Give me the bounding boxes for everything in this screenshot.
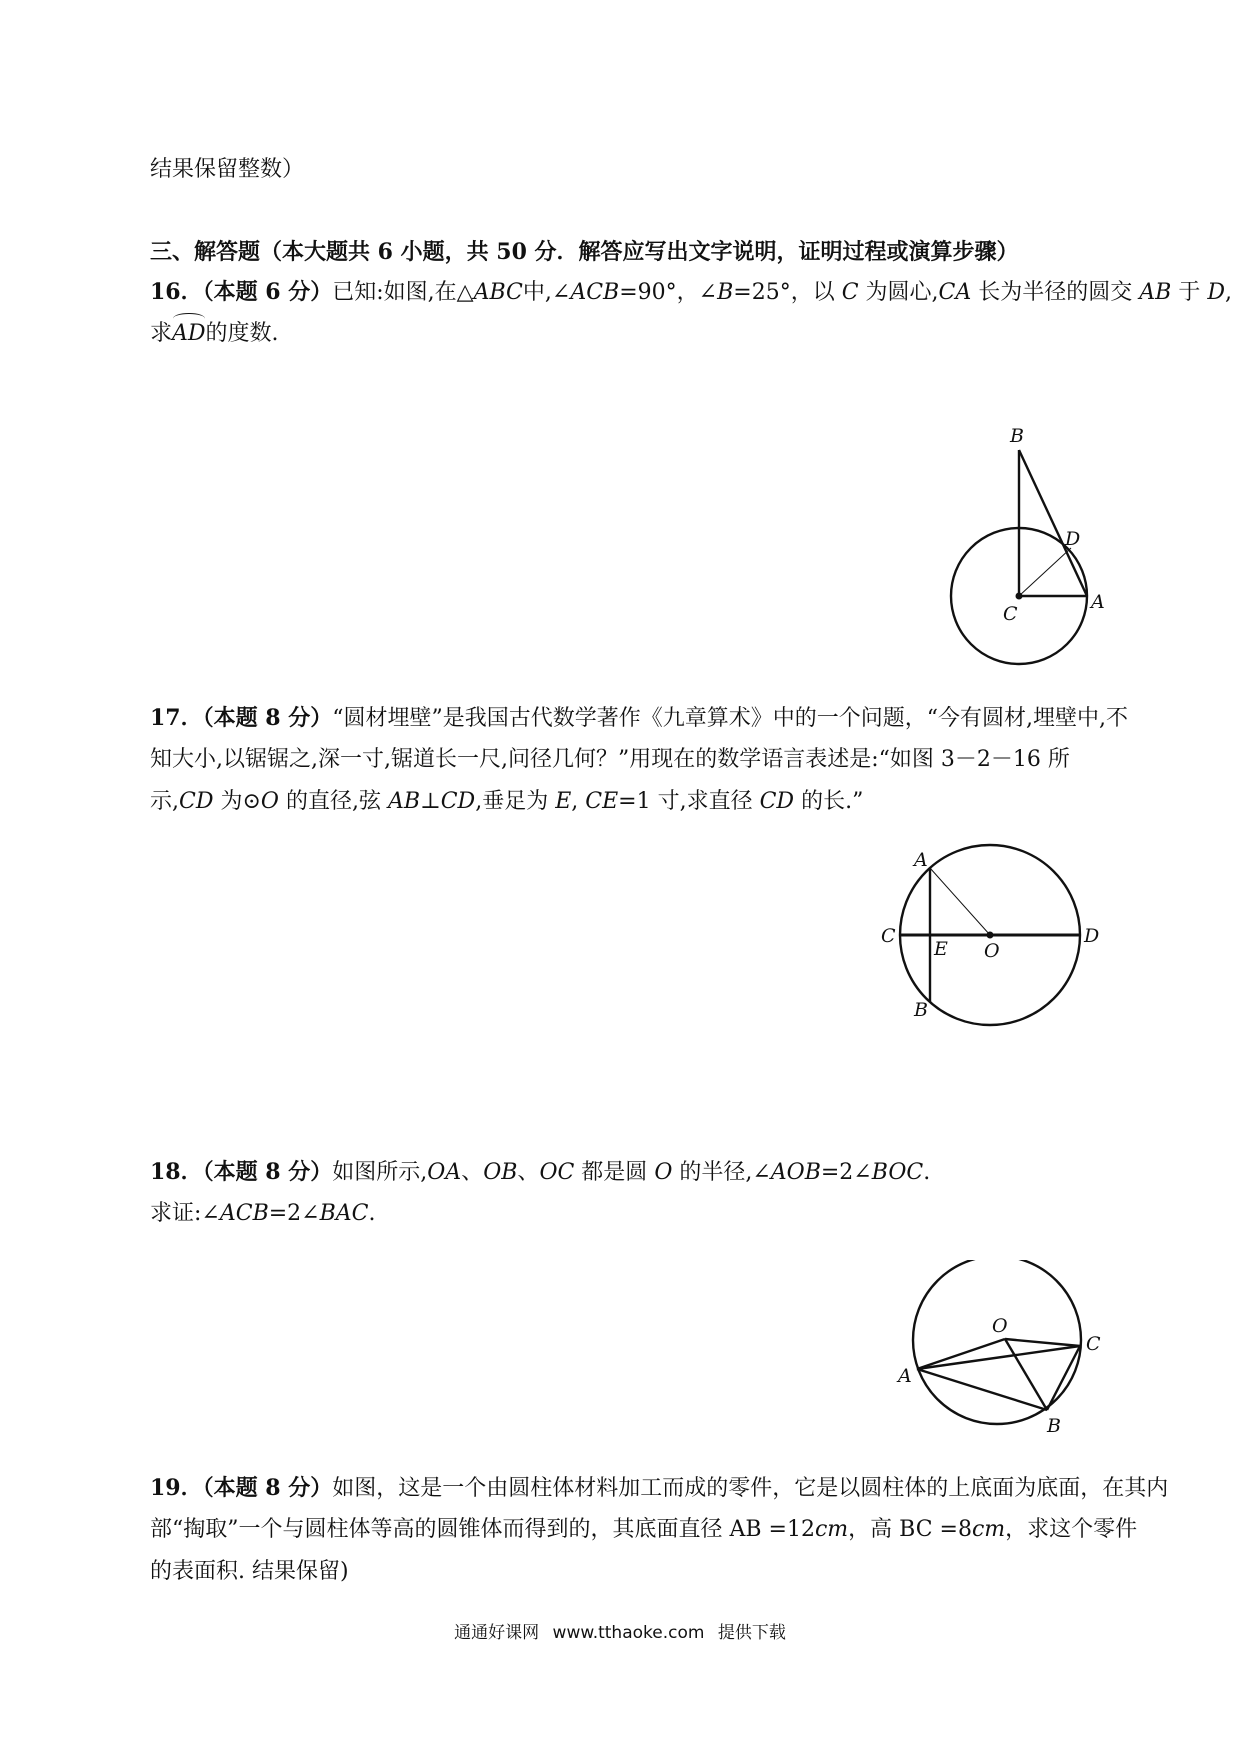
segment-ao	[917, 1339, 1005, 1369]
q17-var: O	[260, 789, 279, 814]
q17-var: CD	[179, 789, 214, 814]
q17-text: ⊥	[420, 789, 441, 814]
label-b: B	[1047, 1415, 1061, 1437]
q16-var: ACB	[570, 280, 620, 305]
label-b: B	[914, 999, 928, 1021]
q17-text: =1 寸,求直径	[618, 789, 760, 814]
segment-oc	[1005, 1339, 1080, 1346]
q18-line1	[150, 1156, 1130, 1189]
q19-line2	[150, 1514, 1138, 1546]
q17-figure	[870, 830, 1150, 1030]
q17-text: ,垂足为	[475, 789, 556, 814]
q19-line3: 的表面积. 结果保留)	[150, 1559, 349, 1584]
q19-unit: cm	[971, 1517, 1006, 1542]
q18-text: =2∠	[268, 1201, 320, 1226]
q16-number: 16．	[150, 279, 203, 305]
label-b: B	[1010, 425, 1024, 447]
q16-var: D	[1207, 280, 1225, 305]
q16-line2	[150, 318, 1130, 350]
q17-text: “圆材埋壁”是我国古代数学著作《九章算术》中的一个问题，“今有圆材,埋壁中,不	[332, 706, 1128, 731]
q18-var: AOB	[770, 1160, 821, 1185]
label-d: D	[1084, 925, 1100, 947]
q18-var: ACB	[219, 1201, 269, 1226]
q17-var: E	[555, 789, 572, 814]
q18-text: .	[368, 1201, 376, 1226]
q19-number: 19．	[150, 1475, 203, 1501]
q18-text: 的半径,∠	[672, 1160, 771, 1185]
label-e: E	[934, 938, 948, 960]
q19-line1	[150, 1472, 1169, 1505]
q19-text: ，求这个零件	[1005, 1517, 1138, 1542]
label-c: C	[881, 925, 896, 947]
q17-text: 为⊙	[213, 789, 261, 814]
q17-line3	[150, 786, 1130, 818]
q18-text: =2∠	[820, 1160, 872, 1185]
q18-figure	[890, 1260, 1150, 1440]
q18-var: BAC	[319, 1201, 369, 1226]
q19-text: 部“掏取”一个与圆柱体等高的圆锥体而得到的，其底面直径 AB =12	[150, 1517, 815, 1542]
segment-ao	[930, 868, 990, 935]
q17-text: 的直径,弦	[278, 789, 388, 814]
q17-score: （本题 8 分）	[202, 705, 333, 731]
q19-text: 如图，这是一个由圆柱体材料加工而成的零件，它是以圆柱体的上底面为底面，在其内	[332, 1476, 1169, 1501]
q18-line2	[150, 1198, 1130, 1230]
q16-text: 中,∠	[522, 280, 571, 305]
segment-ac	[917, 1346, 1080, 1369]
q16-score: （本题 6 分）	[202, 279, 333, 305]
q16-var: CA	[938, 280, 972, 305]
q17-var: CD	[759, 789, 795, 814]
q16-text: ,	[1224, 280, 1232, 305]
q17-text: 的长.”	[794, 789, 864, 814]
segment-ba	[1019, 450, 1087, 596]
label-c: C	[1086, 1333, 1101, 1355]
footer-site-name: 通通好课网	[454, 1623, 540, 1643]
q16-text: 长为半径的圆交	[971, 280, 1140, 305]
q17-text: ,	[571, 789, 586, 814]
q18-number: 18．	[150, 1159, 203, 1185]
center-point-o	[987, 932, 994, 939]
segment-cd	[1019, 548, 1071, 596]
q18-var: OC	[539, 1160, 575, 1185]
label-a: A	[898, 1365, 912, 1387]
q18-var: O	[654, 1160, 673, 1185]
q19-unit: cm	[814, 1517, 849, 1542]
segment-cb	[1047, 1346, 1080, 1410]
q16-var: C	[841, 280, 859, 305]
q17-var: AB	[387, 789, 421, 814]
q17-line2: 知大小,以锯锯之,深一寸,锯道长一尺,问径几何？”用现在的数学语言表述是:“如图 3－2－16 所	[150, 747, 1070, 772]
q17-var: CD	[440, 789, 476, 814]
q17-line1	[150, 702, 1130, 735]
label-o: O	[992, 1315, 1008, 1337]
q16-text: =90°，∠	[619, 280, 718, 305]
label-d: D	[1065, 528, 1081, 550]
q16-var: ABC	[473, 280, 523, 305]
q16-text: 于	[1171, 280, 1208, 305]
section-heading: 三、解答题（本大题共 6 小题，共 50 分．解答应写出文字说明，证明过程或演算步骤）	[150, 239, 1019, 265]
q17-var: CE	[585, 789, 619, 814]
q16-line1	[150, 276, 1232, 309]
footer-url[interactable]: www.tthaoke.com	[552, 1623, 705, 1643]
q18-score: （本题 8 分）	[202, 1159, 333, 1185]
q18-text: 都是圆	[574, 1160, 655, 1185]
page-footer	[0, 1618, 1240, 1643]
q16-text: 为圆心,	[858, 280, 939, 305]
intro-line: 结果保留整数）	[150, 157, 305, 182]
q18-text: 、	[461, 1160, 484, 1185]
label-a: A	[1091, 591, 1105, 613]
arc-ad-label: AD	[172, 318, 206, 350]
q18-var: OA	[427, 1160, 462, 1185]
q19-text: ，高 BC =8	[848, 1517, 972, 1542]
q18-text: .	[923, 1160, 931, 1185]
q17-text: 示,	[150, 789, 179, 814]
q17-number: 17．	[150, 705, 203, 731]
q18-text: 、	[517, 1160, 540, 1185]
q16-text: =25°，以	[733, 280, 842, 305]
q16-text: 已知:如图,在△	[332, 280, 474, 305]
label-a: A	[914, 849, 928, 871]
label-c: C	[1003, 603, 1018, 625]
q16-text: 的度数.	[205, 321, 279, 346]
q16-var: B	[717, 280, 734, 305]
q18-text: 求证:∠	[150, 1201, 220, 1226]
center-point-c	[1016, 593, 1023, 600]
q18-text: 如图所示,	[332, 1160, 428, 1185]
q16-var: AB	[1139, 280, 1172, 305]
label-o: O	[984, 940, 1000, 962]
q19-score: （本题 8 分）	[202, 1475, 333, 1501]
q16-figure	[930, 420, 1150, 670]
footer-note: 提供下载	[717, 1623, 786, 1643]
q16-text: 求	[150, 321, 173, 346]
q18-var: OB	[483, 1160, 518, 1185]
q18-var: BOC	[871, 1160, 924, 1185]
